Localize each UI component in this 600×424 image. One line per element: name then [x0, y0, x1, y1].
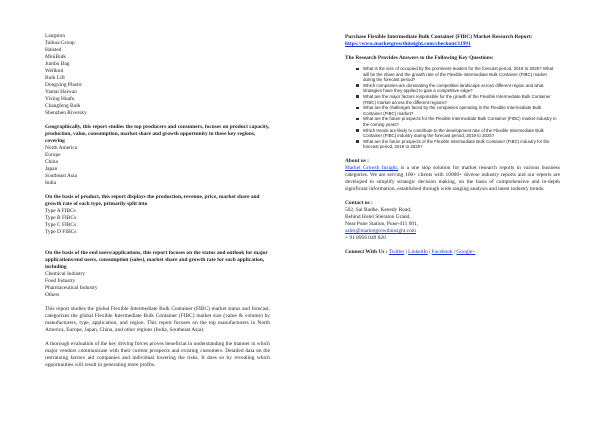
type-item: Type C FIBCs [45, 222, 77, 228]
company-item: Langston [45, 33, 66, 39]
company-item: Shenzhen Riversky [45, 110, 87, 116]
separator: | [427, 248, 432, 255]
purchase-section [345, 34, 560, 48]
type-item: Type A FIBCs [45, 208, 76, 214]
region-item: China [45, 159, 58, 165]
region-item: North America [45, 145, 78, 151]
application-item: Chemical Industry [45, 271, 85, 277]
address-line: 502, Sai Radhe, Kenedy Road, [345, 206, 412, 213]
question-item: What are the future prospects for the Flexible Intermediate Bulk Container (FIBC) market industry in the coming years? [363, 116, 560, 127]
about-paragraph [345, 165, 560, 193]
region-item: India [45, 180, 57, 186]
type-list [45, 208, 270, 236]
questions-heading: The Research Provides Answers to the Following Key Questions: [345, 55, 494, 61]
question-item: What are the future prospects of the Flexible Intermediate Bulk Container (FIBC) industry for the forecast period, 2019 to 2025? [363, 139, 560, 150]
driving-forces-paragraph: A thorough evaluation of the key driving forces proves beneficial in understanding the manner in which major vendors communicate with their current prospects and existing customers. Detailed data on the restraining factors aid companies and individual lowering the risks. It does so by revealing which opportunities will result in generating more profits. [45, 341, 270, 368]
about-heading: About us : [345, 157, 369, 164]
question-item: Which trends are likely to contribute to the development rate of the Flexible Intermediate Bulk Container (FIBC) industry during the forecast period, 2019 to 2025? [363, 128, 560, 139]
question-item: What is the size of occupied by the prominent leaders for the forecast period, 2019 to 2025? What will be the share and the growth rate of the Flexible Intermediate Bulk Container (FIBC) market during the forecast period? [363, 66, 560, 83]
company-item: Dongxing Plastic [45, 82, 83, 88]
region-item: Japan [45, 166, 58, 172]
googleplus-link[interactable]: Google+ [456, 248, 476, 255]
linkedin-link[interactable]: LinkedIn [408, 248, 428, 255]
about-company-link[interactable]: Market Growth Insight, [345, 164, 399, 171]
application-heading: On the basis of the end users/applications, this report focuses on the status and outlook for major applications/end users, consumption (sales), market share and growth rate for each application, including [45, 250, 268, 270]
company-item: Yantai Haiwan [45, 89, 77, 95]
region-item: Europe [45, 152, 61, 158]
report-summary-paragraph: This report studies the global Flexible Intermediate Bulk Container (FIBC) market status and forecast, categorizes the global Flexible Intermediate Bulk Container (FIBC) market size (value & volume) by manufacturers, type, application, and region. This report focuses on the top manufacturers in North America, Europe, Japan, China, and other regions (India, Southeast Asia). [45, 306, 270, 333]
questions-list [345, 66, 560, 150]
company-item: Jumbo Bag [45, 61, 70, 67]
company-item: Halsted [45, 47, 62, 53]
question-item: Which companies are dominating the competitive landscape across different region and what strategies have they applied to gain a competitive edge? [363, 83, 560, 94]
left-column [45, 33, 270, 376]
email-link[interactable]: sales@marketgrowthinsight.com [345, 227, 416, 234]
region-item: Southeast Asia [45, 173, 77, 179]
address-line: Behind Hotel Sheraton Grand, [345, 213, 411, 220]
company-item: Yixing Huafu [45, 96, 75, 102]
company-item: Taihua Group [45, 40, 75, 46]
company-item: MiniBulk [45, 54, 66, 60]
company-list [45, 33, 270, 117]
application-item: Pharmaceutical Industry [45, 285, 98, 291]
region-list [45, 145, 270, 187]
separator: | [404, 248, 409, 255]
about-text: is a one stop solution for market research reports in various business categories. We are serving 100+ clients with 10000+ diverse industry reports and our reports are developed to simplify strategic decision making, on the basis of comprehensive and in-depth significant information, established through wide ranging analysis and latest industry trends. [345, 164, 560, 192]
separator: | [452, 248, 457, 255]
facebook-link[interactable]: Facebook [431, 248, 453, 255]
company-item: Bulk Lift [45, 75, 65, 81]
purchase-label: Purchase Flexible Intermediate Bulk Container (FIBC) Market Research Report: [345, 34, 533, 40]
connect-label: Connect With Us : [345, 248, 389, 255]
right-column [345, 34, 560, 256]
purchase-link[interactable]: https://www.marketgrowthinsight.com/checkout/11991 [345, 41, 471, 47]
address-line: Near Pune Station, Pune-411 001, [345, 220, 419, 227]
twitter-link[interactable]: Twitter [388, 248, 405, 255]
phone-number: + 91 8956 049 020 [345, 234, 386, 241]
contact-heading: Contact us : [345, 199, 373, 206]
question-item: What are the challenges faced by the companies operating in the Flexible Intermediate Bulk Container (FIBC) market? [363, 105, 560, 116]
product-heading: On the basis of product, this report displays the production, revenue, price, market share and growth rate of each type, primarily split into [45, 194, 260, 207]
company-item: Wellknit [45, 68, 64, 74]
geo-heading: Geographically, this report studies the top producers and consumers, focuses on product capacity, production, value, consumption, market share and growth opportunity in these key regions, covering [45, 124, 270, 144]
type-item: Type B FIBCs [45, 215, 77, 221]
company-item: Changfeng Bulk [45, 103, 81, 109]
application-item: Others [45, 292, 60, 298]
connect-section [345, 249, 560, 256]
type-item: Type D FIBCs [45, 229, 77, 235]
question-item: What are the major factors responsible for the growth of the Flexible Intermediate Bulk Container (FIBC) market across the different regions? [363, 94, 560, 105]
application-item: Food Industry [45, 278, 76, 284]
application-list [45, 271, 270, 299]
